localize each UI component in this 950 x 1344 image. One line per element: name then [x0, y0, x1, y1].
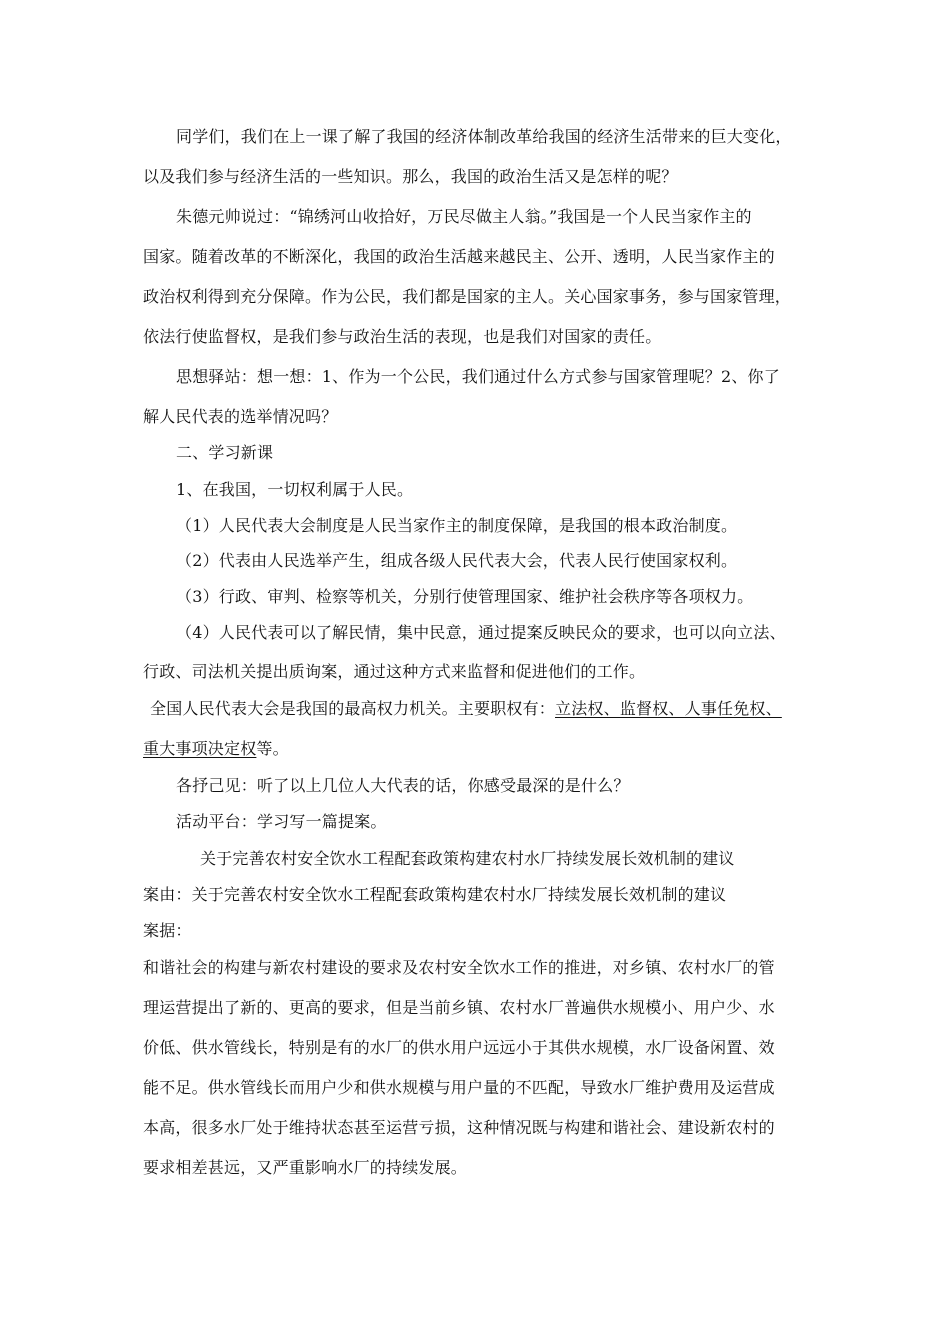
section-heading: 二、学习新课: [176, 443, 274, 462]
paragraph-line: 解人民代表的选举情况吗？: [143, 407, 338, 426]
paragraph-line: 思想驿站：想一想：1、作为一个公民，我们通过什么方式参与国家管理呢？2、你了: [176, 367, 780, 386]
list-item: （2）代表由人民选举产生，组成各级人民代表大会，代表人民行使国家权利。: [176, 551, 738, 570]
paragraph-line: 1、在我国，一切权利属于人民。: [176, 480, 414, 499]
proposal-reason: 案由：关于完善农村安全饮水工程配套政策构建农村水厂持续发展长效机制的建议: [143, 885, 727, 904]
paragraph-line: 价低、供水管线长，特别是有的水厂的供水用户远远小于其供水规模，水厂设备闲置、效: [143, 1038, 775, 1057]
npc-powers-line-2: [143, 739, 289, 759]
paragraph-line: 活动平台：学习写一篇提案。: [176, 812, 387, 831]
list-item: （1）人民代表大会制度是人民当家作主的制度保障，是我国的根本政治制度。: [176, 516, 738, 535]
paragraph-line: 要求相差甚远，又严重影响水厂的持续发展。: [143, 1158, 468, 1177]
paragraph-line: 同学们，我们在上一课了解了我国的经济体制改革给我国的经济生活带来的巨大变化，: [176, 127, 792, 146]
paragraph-line: 政治权利得到充分保障。作为公民，我们都是国家的主人。关心国家事务，参与国家管理，: [143, 287, 792, 306]
paragraph-line: 行政、司法机关提出质询案，通过这种方式来监督和促进他们的工作。: [143, 662, 646, 681]
paragraph-line: 各抒己见：听了以上几位人大代表的话，你感受最深的是什么？: [176, 776, 630, 795]
paragraph-line: 本高，很多水厂处于维持状态甚至运营亏损，这种情况既与构建和谐社会、建设新农村的: [143, 1118, 775, 1137]
list-item: （4）人民代表可以了解民情，集中民意，通过提案反映民众的要求，也可以向立法、: [176, 623, 786, 642]
paragraph-line: 国家。随着改革的不断深化，我国的政治生活越来越民主、公开、透明，人民当家作主的: [143, 247, 775, 266]
npc-text: 等。: [256, 739, 289, 758]
proposal-basis-label: 案据：: [143, 921, 192, 940]
paragraph-line: 朱德元帅说过：“锦绣河山收拾好，万民尽做主人翁。”我国是一个人民当家作主的: [176, 207, 752, 226]
paragraph-line: 能不足。供水管线长而用户少和供水规模与用户量的不匹配，导致水厂维护费用及运营成: [143, 1078, 775, 1097]
list-item: （3）行政、审判、检察等机关，分别行使管理国家、维护社会秩序等各项权力。: [176, 587, 754, 606]
paragraph-line: 依法行使监督权，是我们参与政治生活的表现，也是我们对国家的责任。: [143, 327, 662, 346]
npc-text: 全国人民代表大会是我国的最高权力机关。主要职权有：: [150, 699, 556, 718]
npc-powers-underlined: 立法权、监督权、人事任免权、: [555, 699, 782, 718]
paragraph-line: 以及我们参与经济生活的一些知识。那么，我国的政治生活又是怎样的呢？: [143, 167, 678, 186]
npc-powers-underlined: 重大事项决定权: [143, 739, 257, 758]
npc-powers-line: [150, 699, 782, 719]
paragraph-line: 和谐社会的构建与新农村建设的要求及农村安全饮水工作的推进，对乡镇、农村水厂的管: [143, 958, 775, 977]
proposal-title: 关于完善农村安全饮水工程配套政策构建农村水厂持续发展长效机制的建议: [200, 849, 735, 868]
paragraph-line: 理运营提出了新的、更高的要求，但是当前乡镇、农村水厂普遍供水规模小、用户少、水: [143, 998, 775, 1017]
